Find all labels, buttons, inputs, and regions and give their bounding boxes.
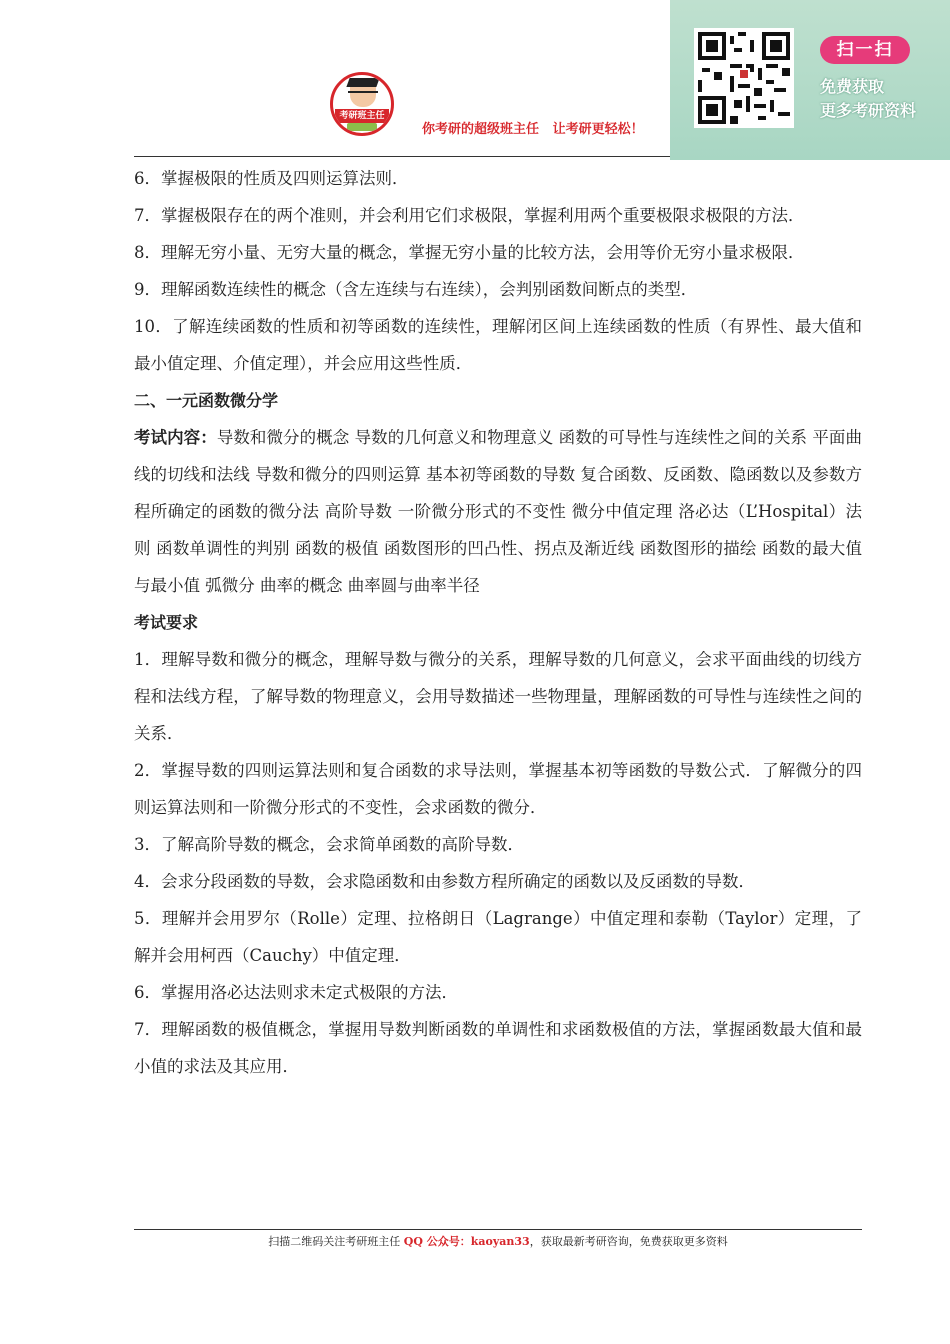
list-item: 6．掌握极限的性质及四则运算法则． <box>134 169 409 188</box>
list-item: 7．掌握极限存在的两个准则，并会利用它们求极限，掌握利用两个重要极限求极限的方法． <box>134 206 805 225</box>
list-item: 9．理解函数连续性的概念（含左连续与右连续），会判别函数间断点的类型． <box>134 280 698 299</box>
exam-content-label: 考试内容： <box>134 428 217 447</box>
list-item: 2．掌握导数的四则运算法则和复合函数的求导法则，掌握基本初等函数的导数公式．了解微分的四则运算法则和一阶微分形式的不变性，会求函数的微分． <box>134 761 862 817</box>
footer-qq: QQ 公众号：kaoyan33 <box>403 1235 530 1248</box>
list-item: 10．了解连续函数的性质和初等函数的连续性，理解闭区间上连续函数的性质（有界性、最大值和最小值定理、介值定理），并会应用这些性质． <box>134 317 862 373</box>
section-title: 二、一元函数微分学 <box>134 391 279 410</box>
list-item: 1．理解导数和微分的概念，理解导数与微分的关系，理解导数的几何意义，会求平面曲线的切线方程和法线方程，了解导数的物理意义，会用导数描述一些物理量，理解函数的可导性与连续性之间的关系． <box>134 650 862 743</box>
header-slogan: 你考研的超级班主任 让考研更轻松！ <box>422 122 644 137</box>
list-item: 7．理解函数的极值概念，掌握用导数判断函数的单调性和求函数极值的方法，掌握函数最大值和最小值的求法及其应用． <box>134 1020 862 1076</box>
header-divider <box>134 156 670 157</box>
list-item: 3．了解高阶导数的概念，会求简单函数的高阶导数． <box>134 835 524 854</box>
list-item: 4．会求分段函数的导数，会求隐函数和由参数方程所确定的函数以及反函数的导数． <box>134 872 755 891</box>
book-icon <box>347 123 377 131</box>
promo-line-1: 免费获取 <box>820 77 885 96</box>
promo-line-2: 更多考研资料 <box>820 101 917 120</box>
document-body <box>134 160 862 1085</box>
promo-banner[interactable] <box>670 0 950 160</box>
footer-divider <box>134 1229 862 1230</box>
page-header <box>0 0 950 160</box>
page-footer <box>134 1233 862 1249</box>
qr-code-icon[interactable] <box>694 28 794 128</box>
exam-content-text: 导数和微分的概念 导数的几何意义和物理意义 函数的可导性与连续性之间的关系 平面曲线的切线和法线 导数和微分的四则运算 基本初等函数的导数 复合函数、反函数、隐函数以及参数方程所确定的函数的微分法 高阶导数 一阶微分形式的不变性 微分中值定理 洛必达（L’Hospital）法则 函数单调性的判别 函数的极值 函数图形的凹凸性、拐点及渐近线 函数图形的描绘 函数的最大值与最小值 弧微分 曲率的概念 曲率圆与曲率半径 <box>134 428 862 595</box>
list-item: 5．理解并会用罗尔（Rolle）定理、拉格朗日（Lagrange）中值定理和泰勒（Taylor）定理，了解并会用柯西（Cauchy）中值定理． <box>134 909 862 965</box>
brand-logo <box>330 72 394 136</box>
list-item: 6．掌握用洛必达法则求未定式极限的方法． <box>134 983 458 1002</box>
graduation-cap-icon <box>346 78 379 87</box>
footer-prefix: 扫描二维码关注考研班主任 <box>268 1235 404 1248</box>
glasses-icon <box>348 91 378 101</box>
footer-suffix: ，获取最新考研咨询，免费获取更多资料 <box>529 1235 728 1248</box>
scan-badge: 扫一扫 <box>820 36 910 64</box>
requirements-label: 考试要求 <box>134 613 199 632</box>
exam-content-paragraph <box>134 419 862 604</box>
list-item: 8．理解无穷小量、无穷大量的概念，掌握无穷小量的比较方法，会用等价无穷小量求极限． <box>134 243 805 262</box>
logo-text: 考研班主任 <box>335 109 389 123</box>
